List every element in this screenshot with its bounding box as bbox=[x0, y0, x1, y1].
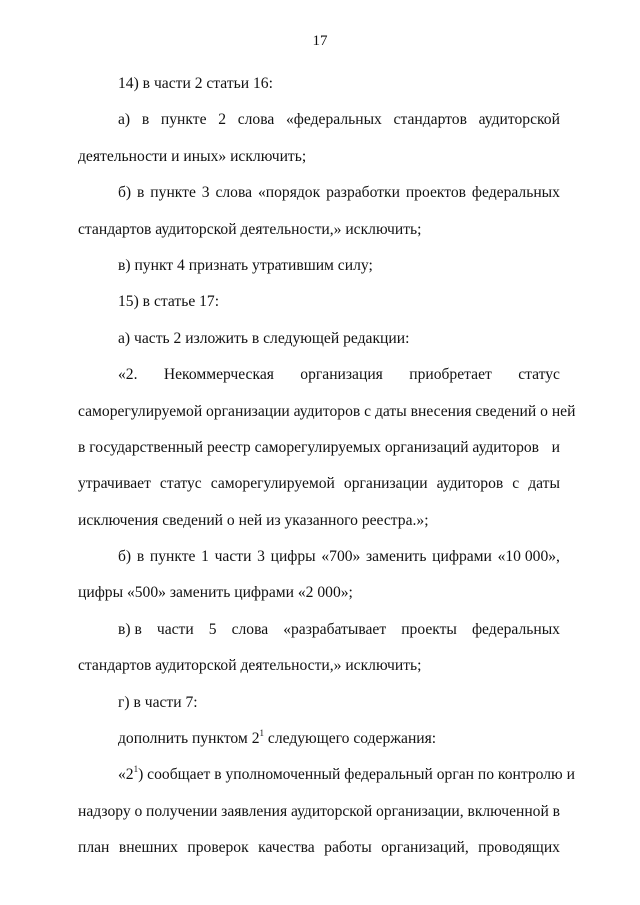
word: «федеральных bbox=[286, 111, 382, 129]
word: «2. bbox=[118, 366, 138, 384]
point-21-line3 bbox=[78, 830, 560, 866]
word: план bbox=[78, 839, 110, 857]
word: 5 bbox=[208, 620, 217, 638]
item-14: 14) в части 2 статьи 16: bbox=[118, 75, 273, 92]
word: качества bbox=[258, 839, 315, 857]
word: 3 bbox=[201, 184, 210, 202]
word: в государственный реестр саморегулируемых организаций аудиторов bbox=[78, 438, 540, 456]
word: 3 bbox=[257, 548, 265, 566]
word: в bbox=[137, 184, 145, 202]
word: б) bbox=[118, 548, 132, 566]
word: разработки bbox=[326, 184, 400, 202]
word: «700» bbox=[321, 548, 361, 566]
word: пункте bbox=[160, 111, 207, 129]
word: стандартов bbox=[393, 111, 467, 129]
word: цифрами bbox=[432, 548, 492, 566]
quote-line2 bbox=[78, 394, 576, 430]
add-point-line bbox=[78, 721, 560, 757]
word: проводящих bbox=[478, 839, 560, 857]
word: проверок bbox=[187, 839, 249, 857]
item-14a-line2: деятельности и иных» исключить; bbox=[78, 147, 307, 165]
word: внешних bbox=[118, 839, 178, 857]
word: организаций, bbox=[381, 839, 469, 857]
word: приобретает bbox=[409, 366, 492, 384]
item-15v-line1 bbox=[78, 612, 560, 648]
word: организации bbox=[343, 475, 428, 493]
item-14a-line1 bbox=[78, 102, 560, 138]
word: заявления bbox=[221, 802, 288, 820]
word: Некоммерческая bbox=[163, 366, 274, 384]
word: в bbox=[552, 802, 560, 820]
word: 1 bbox=[201, 548, 209, 566]
word: работы bbox=[324, 839, 372, 857]
add-point-post: следующего содержания: bbox=[264, 730, 437, 748]
word: «10 000», bbox=[497, 548, 560, 566]
word: аудиторской bbox=[290, 802, 373, 820]
word: в bbox=[141, 111, 150, 129]
word: утрачивает bbox=[78, 475, 151, 493]
word: организация bbox=[300, 366, 383, 384]
word: части bbox=[214, 548, 252, 566]
word: статус bbox=[518, 366, 560, 384]
document-body bbox=[78, 66, 576, 867]
word: части bbox=[156, 620, 194, 638]
quote-line3 bbox=[78, 430, 560, 466]
word: аудиторов bbox=[436, 475, 504, 493]
word: в) в bbox=[118, 620, 142, 638]
word: «разрабатывает bbox=[283, 620, 387, 638]
word: федеральных bbox=[471, 620, 560, 638]
word: б) bbox=[118, 184, 132, 202]
word: с bbox=[512, 475, 520, 493]
item-14b-line2: стандартов аудиторской деятельности,» исключить; bbox=[78, 220, 422, 238]
word: надзору bbox=[78, 802, 131, 820]
word: федеральных bbox=[471, 184, 560, 202]
word: а) bbox=[118, 111, 131, 129]
word: организации, bbox=[376, 802, 464, 820]
word: цифры bbox=[270, 548, 316, 566]
item-15a: а) часть 2 изложить в следующей редакции: bbox=[118, 329, 410, 347]
word: в bbox=[136, 548, 145, 566]
word: пункте bbox=[149, 548, 196, 566]
word: 2 bbox=[218, 111, 226, 129]
point-21-sup: 1 bbox=[133, 764, 139, 775]
word: «порядок bbox=[257, 184, 321, 202]
quote-line1 bbox=[78, 357, 560, 393]
word: даты bbox=[528, 475, 560, 493]
word: проекты bbox=[401, 620, 457, 638]
add-point-pre: дополнить пунктом 2 bbox=[118, 730, 260, 748]
word: статус bbox=[159, 475, 202, 493]
word: слова bbox=[231, 620, 269, 638]
page-number: 17 bbox=[312, 33, 328, 49]
point-21-line1 bbox=[78, 757, 575, 793]
word: заменить bbox=[366, 548, 427, 566]
word: слова bbox=[215, 184, 253, 202]
word: слова bbox=[237, 111, 275, 129]
item-15b-line1 bbox=[78, 539, 560, 575]
word: саморегулируемой bbox=[210, 475, 335, 493]
word: пункте bbox=[150, 184, 196, 202]
word: включенной bbox=[467, 802, 549, 820]
item-15: 15) в статье 17: bbox=[118, 293, 220, 311]
quote-line4 bbox=[78, 466, 560, 502]
add-point-sup: 1 bbox=[259, 727, 264, 738]
item-15g: г) в части 7: bbox=[118, 693, 198, 711]
item-15v-line2: стандартов аудиторской деятельности,» исключить; bbox=[78, 657, 422, 675]
item-14b-line1 bbox=[78, 175, 560, 211]
word: получении bbox=[146, 802, 218, 820]
item-15b-line2: цифры «500» заменить цифрами «2 000»; bbox=[78, 584, 353, 602]
word: проектов bbox=[405, 184, 467, 202]
quote-line2-text: саморегулируемой организации аудиторов с даты внесения сведений о ней bbox=[78, 402, 576, 420]
point-21-post: ) сообщает в уполномоченный федеральный орган по контролю и bbox=[138, 766, 575, 784]
point-21-pre: «2 bbox=[118, 766, 134, 784]
point-21-line2 bbox=[78, 794, 560, 830]
word: аудиторской bbox=[478, 111, 560, 129]
item-14v: в) пункт 4 признать утратившим силу; bbox=[118, 256, 373, 274]
word: о bbox=[134, 802, 143, 820]
word: и bbox=[551, 438, 560, 456]
quote-line5: исключения сведений о ней из указанного реестра.»; bbox=[78, 511, 429, 529]
